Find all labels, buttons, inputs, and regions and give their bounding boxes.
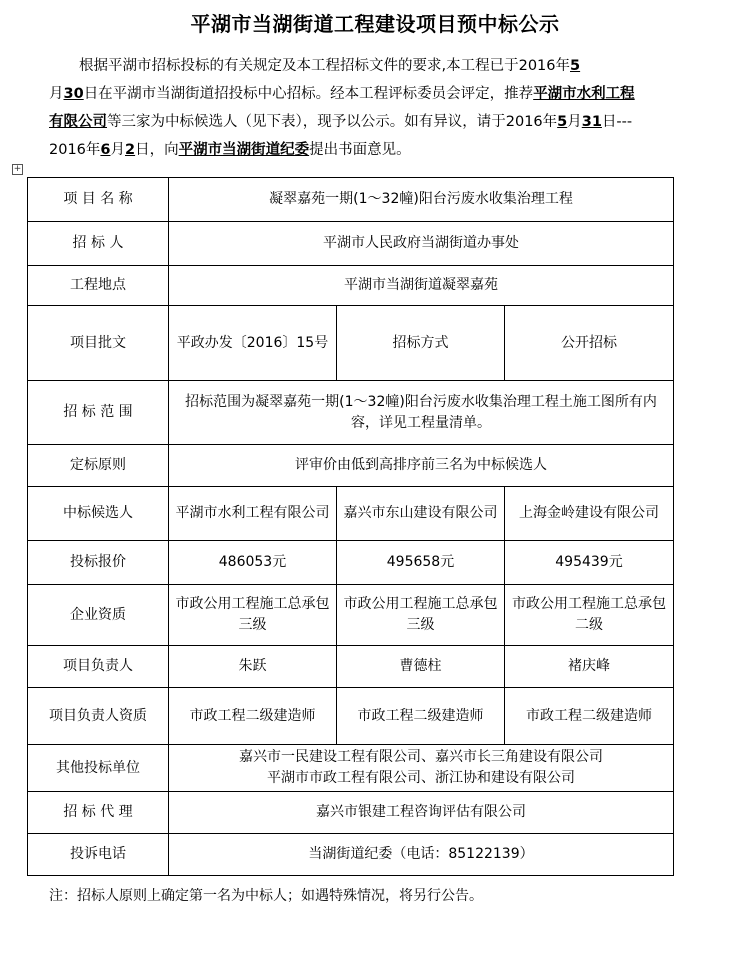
table-row [28,306,674,381]
recommended-company: 平湖市水利工程有限公司 [49,86,635,130]
table-row [28,178,674,222]
table-row [28,646,674,688]
table-row [28,445,674,487]
project-name-value: 凝翠嘉苑一期(1～32幢)阳台污废水收集治理工程 [169,178,674,222]
mgr-qual-2: 市政工程二级建造师 [337,688,505,745]
bid-1: 486053元 [169,541,337,585]
table-row [28,585,674,646]
managers-label: 项目负责人 [28,646,169,688]
tenderer-value: 平湖市人民政府当湖街道办事处 [169,222,674,266]
phone-value: 当湖街道纪委（电话：85122139） [169,834,674,876]
complaint-office: 平湖市当湖街道纪委 [178,142,310,158]
table-row [28,688,674,745]
mgr-quals-label: 项目负责人资质 [28,688,169,745]
table-row [28,381,674,445]
project-name-label: 项 目 名 称 [28,178,169,222]
bid-3: 495439元 [505,541,674,585]
approval-value: 平政办发〔2016〕15号 [169,306,337,381]
footer-note: 注：招标人原则上确定第一名为中标人；如遇特殊情况，将另行公告。 [49,888,483,904]
bids-label: 投标报价 [28,541,169,585]
candidate-3: 上海金岭建设有限公司 [505,487,674,541]
manager-3: 褚庆峰 [505,646,674,688]
candidate-1: 平湖市水利工程有限公司 [169,487,337,541]
table-row [28,834,674,876]
qual-3: 市政公用工程施工总承包二级 [505,585,674,646]
method-label: 招标方式 [337,306,505,381]
bid-info-table [27,177,674,876]
location-value: 平湖市当湖街道凝翠嘉苑 [169,266,674,306]
others-value: 嘉兴市一民建设工程有限公司、嘉兴市长三角建设有限公司 平湖市市政工程有限公司、浙江协和建设有限公司 [169,745,674,792]
principle-value: 评审价由低到高排序前三名为中标候选人 [169,445,674,487]
tenderer-label: 招 标 人 [28,222,169,266]
scope-value: 招标范围为凝翠嘉苑一期(1～32幢)阳台污废水收集治理工程土施工图所有内容，详见工程量清单。 [169,381,674,445]
table-row [28,792,674,834]
table-row [28,541,674,585]
table-move-handle-icon[interactable]: + [13,164,22,174]
mgr-qual-1: 市政工程二级建造师 [169,688,337,745]
table-row [28,745,674,792]
scope-label: 招 标 范 围 [28,381,169,445]
table-row [28,487,674,541]
table-row [28,222,674,266]
principle-label: 定标原则 [28,445,169,487]
qual-1: 市政公用工程施工总承包三级 [169,585,337,646]
candidate-2: 嘉兴市东山建设有限公司 [337,487,505,541]
phone-label: 投诉电话 [28,834,169,876]
approval-label: 项目批文 [28,306,169,381]
bid-2: 495658元 [337,541,505,585]
qual-2: 市政公用工程施工总承包三级 [337,585,505,646]
page-title: 平湖市当湖街道工程建设项目预中标公示 [190,12,560,36]
table-row [28,266,674,306]
manager-1: 朱跃 [169,646,337,688]
quals-label: 企业资质 [28,585,169,646]
method-value: 公开招标 [505,306,674,381]
intro-paragraph: 根据平湖市招标投标的有关规定及本工程招标文件的要求,本工程已于2016年5 月30日在平湖市当湖街道招投标中心招标。经本工程评标委员会评定，推荐平湖市水利工程有限公司等三家为中标候选人（见下表），现予以公示。如有异议，请于2016年5月31日--- 2016年6月2日，向平湖市当湖街道纪委提出书面意见。 [49,58,635,158]
manager-2: 曹德柱 [337,646,505,688]
candidates-label: 中标候选人 [28,487,169,541]
others-label: 其他投标单位 [28,745,169,792]
agent-value: 嘉兴市银建工程咨询评估有限公司 [169,792,674,834]
agent-label: 招 标 代 理 [28,792,169,834]
location-label: 工程地点 [28,266,169,306]
mgr-qual-3: 市政工程二级建造师 [505,688,674,745]
